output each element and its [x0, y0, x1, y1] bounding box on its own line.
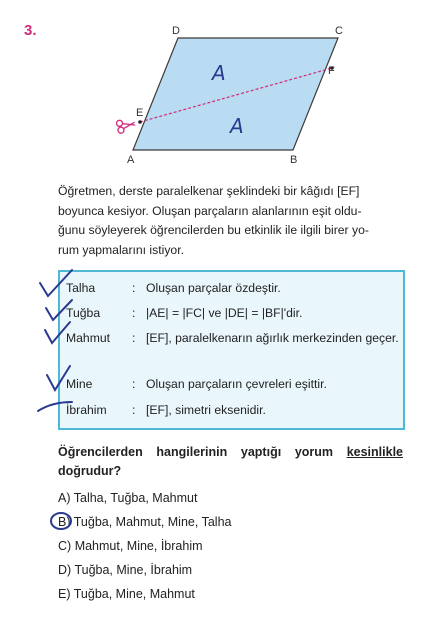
intro-line: Öğretmen, derste paralelkenar şeklindeki bir kâğıdı [EF] [58, 184, 360, 198]
answer-option-a[interactable]: A) Talha, Tuğba, Mahmut [58, 491, 198, 505]
label-d: D [172, 25, 180, 37]
intro-paragraph [58, 182, 403, 260]
question-text: Öğrencilerden hangilerinin yaptığı yorum kesinlikle doğrudur? [58, 445, 403, 478]
student-statement: Oluşan parçaların çevreleri eşittir. [146, 377, 327, 391]
label-c: C [335, 25, 343, 37]
student-name: Talha [66, 281, 96, 295]
answer-option-b[interactable]: B) Tuğba, Mahmut, Mine, Talha [58, 515, 232, 529]
intro-line: rum yapmalarını istiyor. [58, 242, 184, 257]
student-name: Mahmut [66, 331, 111, 345]
answer-option-c[interactable]: C) Mahmut, Mine, İbrahim [58, 539, 203, 553]
student-comments-box: Talha : Oluşan parçalar özdeştir. Tuğba : |AE| = |FC| ve |DE| = |BF|'dir. Mahmut : [EF], paralelkenarın ağırlık merkezinden geçer. Mine : Oluşan parçaların çevreleri eşittir. İbrahim : [EF], simetri eksenidir. [58, 270, 405, 430]
label-a: A [127, 154, 135, 166]
intro-line: boyunca kesiyor. Oluşan parçaların alanlarının eşit oldu- [58, 203, 362, 218]
student-statement: |AE| = |FC| ve |DE| = |BF|'dir. [146, 306, 303, 320]
label-e: E [136, 107, 144, 119]
answer-option-e[interactable]: E) Tuğba, Mine, Mahmut [58, 587, 195, 601]
handwritten-region-label-top: A [212, 61, 226, 85]
scissors-icon [116, 117, 136, 133]
student-statement: Oluşan parçalar özdeştir. [146, 281, 281, 295]
label-f: F [328, 65, 335, 77]
intro-line: ğunu söyleyerek öğrencilerden bu etkinlik ile ilgili birer yo- [58, 223, 369, 237]
question-number: 3. [24, 22, 37, 39]
parallelogram-figure [0, 0, 443, 180]
student-name: Tuğba [66, 306, 101, 320]
student-statement: [EF], paralelkenarın ağırlık merkezinden geçer. [146, 331, 399, 345]
student-statement: [EF], simetri eksenidir. [146, 403, 266, 417]
student-name: İbrahim [66, 403, 107, 417]
point-e-dot [138, 120, 142, 124]
label-b: B [290, 154, 298, 166]
answer-option-d[interactable]: D) Tuğba, Mine, İbrahim [58, 563, 193, 577]
student-name: Mine [66, 377, 93, 391]
handwritten-region-label-bottom: A [230, 114, 244, 138]
emphasis-word: kesinlikle [346, 445, 403, 459]
